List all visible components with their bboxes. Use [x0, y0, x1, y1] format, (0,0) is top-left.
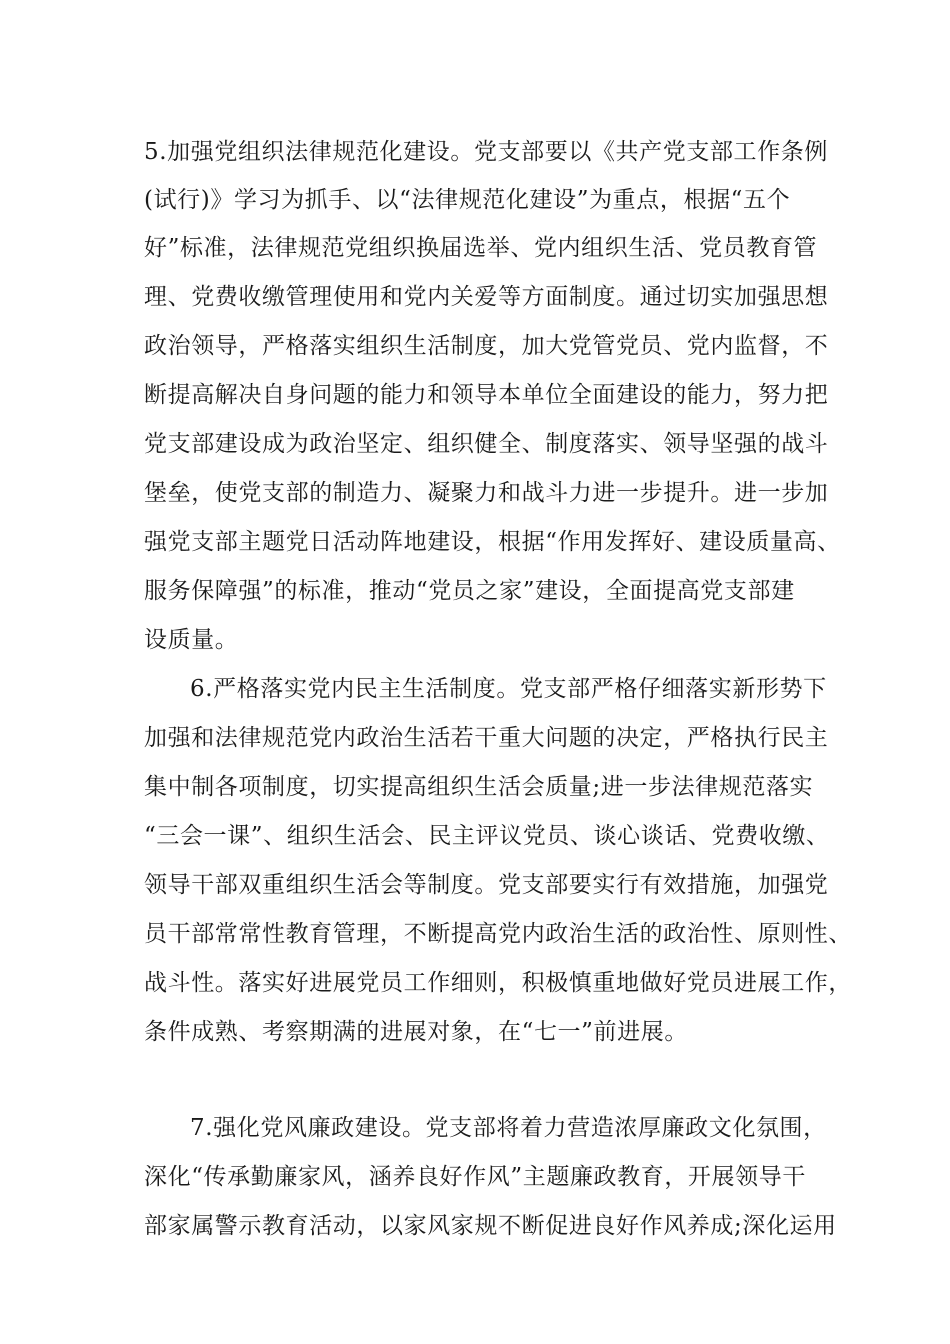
text-line: (试行)》学习为抓手、以“法律规范化建设”为重点，根据“五个: [144, 187, 791, 213]
text-line: 领导干部双重组织生活会等制度。党支部要实行有效措施，加强党: [144, 872, 829, 898]
text-line: 6.严格落实党内民主生活制度。党支部严格仔细落实新形势下: [190, 676, 827, 702]
text-line: 设质量。: [144, 627, 239, 653]
text-line: 部家属警示教育活动，以家风家规不断促进良好作风养成;深化运用: [144, 1213, 837, 1239]
text-line: 党支部建设成为政治坚定、组织健全、制度落实、领导坚强的战斗: [144, 431, 829, 457]
text-line: 堡垒，使党支部的制造力、凝聚力和战斗力进一步提升。进一步加: [144, 480, 829, 506]
text-line: 断提高解决自身问题的能力和领导本单位全面建设的能力，努力把: [144, 382, 829, 408]
text-line: 集中制各项制度，切实提高组织生活会质量;进一步法律规范落实: [144, 774, 814, 800]
text-line: 加强和法律规范党内政治生活若干重大问题的决定，严格执行民主: [144, 725, 829, 751]
text-line: 条件成熟、考察期满的进展对象，在“七一”前进展。: [144, 1019, 688, 1045]
text-line: 好”标准，法律规范党组织换届选举、党内组织生活、党员教育管: [144, 235, 818, 261]
text-line: 5.加强党组织法律规范化建设。党支部要以《共产党支部工作条例: [144, 139, 828, 165]
text-line: 服务保障强”的标准，推动“党员之家”建设，全面提高党支部建: [144, 578, 795, 604]
text-line: 7.强化党风廉政建设。党支部将着力营造浓厚廉政文化氛围，: [190, 1115, 827, 1141]
text-line: 理、党费收缴管理使用和党内关爱等方面制度。通过切实加强思想: [144, 284, 829, 310]
text-line: 政治领导，严格落实组织生活制度，加大党管党员、党内监督，不: [144, 333, 829, 359]
text-line: “三会一课”、组织生活会、民主评议党员、谈心谈话、党费收缴、: [144, 823, 830, 849]
text-line: 员干部常常性教育管理，不断提高党内政治生活的政治性、原则性、: [144, 921, 852, 947]
text-line: 强党支部主题党日活动阵地建设，根据“作用发挥好、建设质量高、: [144, 529, 841, 555]
text-line: 战斗性。落实好进展党员工作细则，积极慎重地做好党员进展工作，: [144, 970, 852, 996]
text-line: 深化“传承勤廉家风，涵养良好作风”主题廉政教育，开展领导干: [144, 1164, 806, 1190]
